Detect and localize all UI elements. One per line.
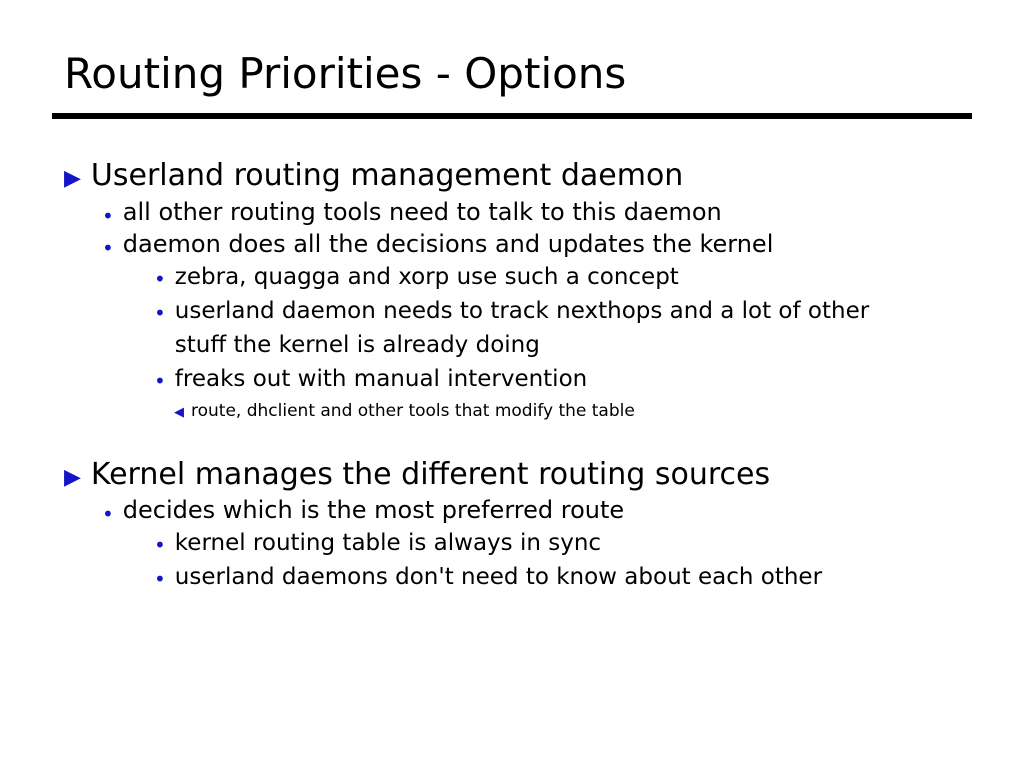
dot-bullet-icon: • bbox=[154, 267, 166, 292]
title-underline-divider bbox=[52, 113, 972, 119]
list-item-label: kernel routing table is always in sync bbox=[174, 529, 602, 556]
list-item-label: userland daemon needs to track nexthops and a lot of other stuff the kernel is already doing bbox=[174, 298, 870, 358]
list-item-label: decides which is the most preferred route bbox=[122, 496, 625, 525]
list-item bbox=[154, 527, 984, 560]
list-item-label: zebra, quagga and xorp use such a concept bbox=[174, 264, 679, 291]
list-item-label: route, dhclient and other tools that modify the table bbox=[191, 401, 635, 422]
list-item bbox=[102, 495, 984, 526]
dot-bullet-icon: • bbox=[154, 532, 166, 557]
triangle-bullet-icon: ▶ bbox=[64, 166, 81, 191]
list-item bbox=[64, 158, 984, 195]
dot-bullet-icon: • bbox=[102, 502, 114, 527]
list-item-label: Kernel manages the different routing sources bbox=[90, 456, 771, 492]
dot-bullet-icon: • bbox=[154, 301, 166, 326]
dot-bullet-icon: • bbox=[154, 567, 166, 592]
list-item bbox=[174, 400, 984, 422]
slide-content bbox=[64, 150, 984, 595]
list-item-label: daemon does all the decisions and updates the kernel bbox=[122, 230, 774, 259]
list-item-label: freaks out with manual intervention bbox=[174, 366, 588, 393]
dot-bullet-icon: • bbox=[102, 236, 114, 261]
list-item bbox=[154, 295, 984, 362]
page-title: Routing Priorities - Options bbox=[64, 49, 627, 98]
list-item bbox=[154, 363, 984, 396]
left-triangle-bullet-icon: ◀ bbox=[174, 405, 184, 421]
list-item bbox=[102, 197, 984, 228]
list-item bbox=[102, 229, 984, 260]
list-item bbox=[154, 561, 984, 594]
list-item bbox=[154, 261, 984, 294]
section-spacer bbox=[64, 423, 984, 449]
list-item bbox=[64, 457, 984, 494]
list-item-label: Userland routing management daemon bbox=[90, 158, 684, 193]
triangle-bullet-icon: ▶ bbox=[64, 464, 81, 490]
list-item-label: userland daemons don't need to know about each other bbox=[174, 564, 823, 591]
dot-bullet-icon: • bbox=[154, 369, 166, 394]
dot-bullet-icon: • bbox=[102, 203, 114, 228]
list-item-label: all other routing tools need to talk to this daemon bbox=[122, 197, 722, 226]
